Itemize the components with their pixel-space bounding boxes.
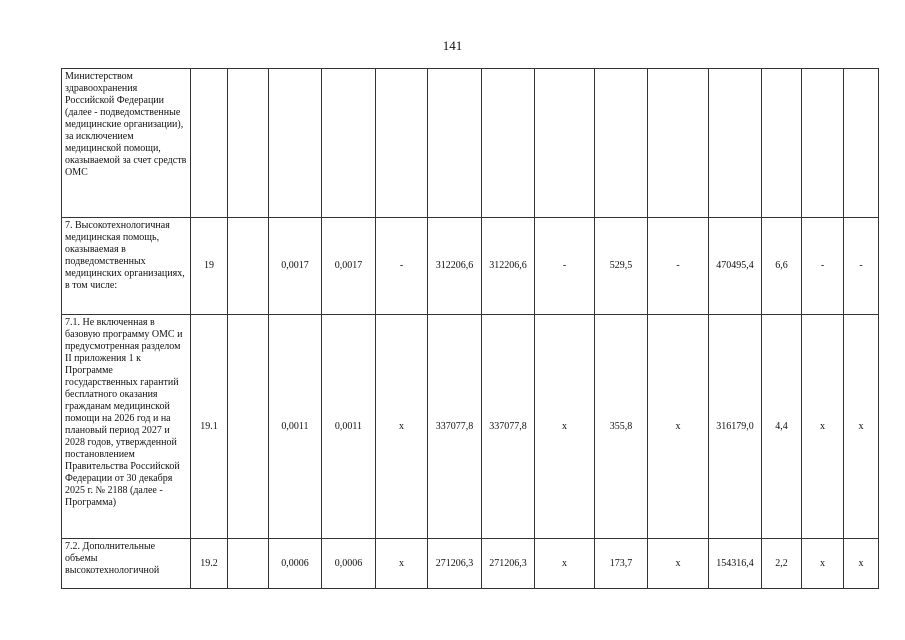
- table-cell: 0,0011: [269, 315, 322, 539]
- table-cell: x: [648, 539, 709, 589]
- table-cell: -: [802, 218, 844, 315]
- table-cell: 312206,6: [428, 218, 482, 315]
- table-cell: 19.2: [191, 539, 228, 589]
- table-cell: 19: [191, 218, 228, 315]
- table-row-7: [62, 218, 879, 315]
- row-description: 7.1. Не включенная в базовую программу ОМС и предусмотренная разделом II приложения 1 к Программе государственных гарантий бесплатного оказания гражданам медицинской помощи на 2026 год и на плановый период 2027 и 2028 годов, утвержденной постановлением Правительства Российской Федерации от 30 декабря 2025 г. № 2188 (далее - Программа): [62, 315, 191, 539]
- table-cell: 470495,4: [709, 218, 762, 315]
- data-table: [61, 68, 879, 589]
- table-cell: 312206,6: [482, 218, 535, 315]
- table-cell: 0,0017: [269, 218, 322, 315]
- table-cell: [228, 69, 269, 218]
- table-cell: x: [376, 315, 428, 539]
- table-cell: -: [844, 218, 879, 315]
- table-cell: [322, 69, 376, 218]
- row-description: 7.2. Дополнительные объемы высокотехнологичной: [62, 539, 191, 589]
- table-cell: [595, 69, 648, 218]
- table-cell: 337077,8: [428, 315, 482, 539]
- table-cell: 6,6: [762, 218, 802, 315]
- page-number: 141: [442, 38, 463, 53]
- table-cell: -: [648, 218, 709, 315]
- table-cell: [802, 69, 844, 218]
- table-cell: -: [376, 218, 428, 315]
- row-description: 7. Высокотехнологичная медицинская помощь, оказываемая в подведомственных медицинских организациях, в том числе:: [62, 218, 191, 315]
- table-row-7-1: [62, 315, 879, 539]
- table-cell: [648, 69, 709, 218]
- row-description: Министерством здравоохранения Российской Федерации (далее - подведомственные медицинские организации), за исключением медицинской помощи, оказываемой за счет средств ОМС: [62, 69, 191, 218]
- table-cell: 2,2: [762, 539, 802, 589]
- table-cell: -: [535, 218, 595, 315]
- table-cell: 316179,0: [709, 315, 762, 539]
- table-cell: x: [376, 539, 428, 589]
- table-row-7-2: [62, 539, 879, 589]
- table-cell: [376, 69, 428, 218]
- table-cell: [228, 315, 269, 539]
- table-cell: 19.1: [191, 315, 228, 539]
- table-cell: 4,4: [762, 315, 802, 539]
- table-cell: 355,8: [595, 315, 648, 539]
- table-cell: 0,0011: [322, 315, 376, 539]
- table-cell: x: [844, 315, 879, 539]
- table-cell: [844, 69, 879, 218]
- table-row-ministry-continuation: [62, 69, 879, 218]
- table-cell: x: [535, 315, 595, 539]
- table-cell: [709, 69, 762, 218]
- table-cell: 0,0017: [322, 218, 376, 315]
- table-cell: [228, 218, 269, 315]
- table-cell: x: [802, 315, 844, 539]
- table-cell: x: [648, 315, 709, 539]
- table-cell: x: [535, 539, 595, 589]
- table-cell: 271206,3: [482, 539, 535, 589]
- table-cell: 173,7: [595, 539, 648, 589]
- table-cell: [535, 69, 595, 218]
- table-cell: [191, 69, 228, 218]
- table-cell: [269, 69, 322, 218]
- table-cell: 0,0006: [269, 539, 322, 589]
- table-cell: [482, 69, 535, 218]
- table-cell: [228, 539, 269, 589]
- table-cell: x: [802, 539, 844, 589]
- table-cell: [762, 69, 802, 218]
- table-cell: 154316,4: [709, 539, 762, 589]
- table-cell: 529,5: [595, 218, 648, 315]
- table-cell: [428, 69, 482, 218]
- table-cell: 0,0006: [322, 539, 376, 589]
- table-cell: 271206,3: [428, 539, 482, 589]
- table-cell: 337077,8: [482, 315, 535, 539]
- table-cell: x: [844, 539, 879, 589]
